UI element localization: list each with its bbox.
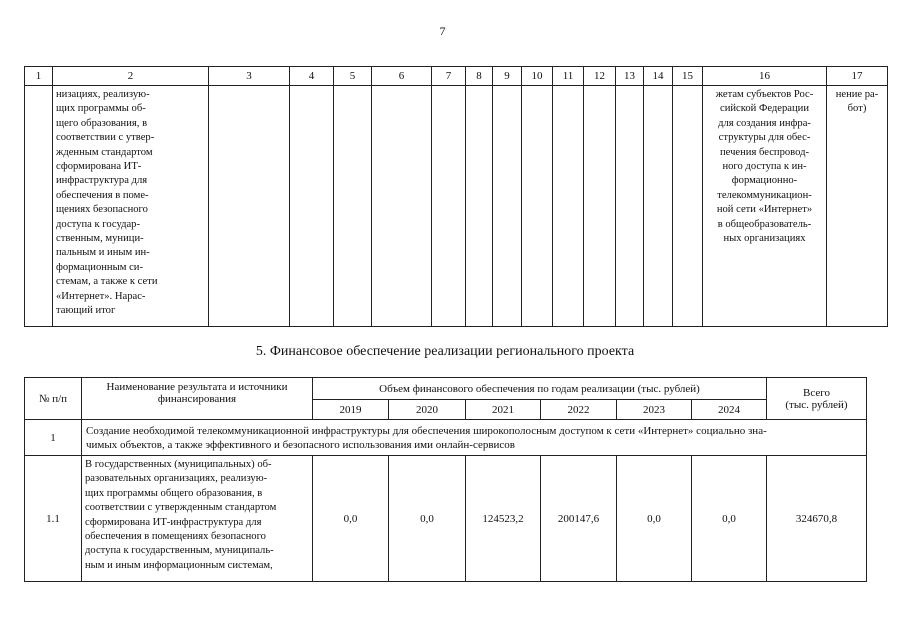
work-status-text: [827, 86, 887, 119]
text-line: щениях безопасного: [56, 204, 148, 216]
page-number: 7: [439, 24, 446, 38]
text-line: «Интернет». Нарас-: [56, 290, 146, 302]
text-line: доступа к государственным, муниципаль-: [85, 545, 274, 557]
text-line: жетам субъектов Рос-: [715, 89, 814, 100]
row-description-text: [85, 458, 309, 573]
empty-cell: [522, 86, 553, 327]
text-line: сформирована ИТ-: [56, 161, 142, 173]
text-line: обеспечения в поме-: [56, 189, 149, 201]
year-header: 2023: [617, 400, 692, 420]
year-header: 2021: [466, 400, 541, 420]
result-description-text: [53, 86, 208, 321]
section-text-line1: Создание необходимой телекоммуникационной инфраструктуры для обеспечения широкополосным доступом к сети «Интернет» социально зна-: [86, 424, 767, 437]
section-title: 5. Финансовое обеспечение реализации регионального проекта: [255, 344, 635, 359]
value-2019: 0,0: [313, 456, 389, 582]
column-number: 17: [827, 67, 888, 86]
text-line: в общеобразователь-: [717, 218, 812, 230]
continuation-row: [25, 86, 888, 327]
text-line: низациях, реализую-: [56, 89, 150, 100]
text-line: обеспечения в помещениях безопасного: [85, 531, 266, 543]
text-line: доступа к государ-: [56, 218, 141, 230]
row-description-cell: [82, 456, 313, 582]
column-number: 2: [53, 67, 209, 86]
column-number: 3: [209, 67, 290, 86]
text-line: щего образования, в: [56, 117, 148, 129]
text-line: В государственных (муниципальных) об-: [85, 459, 272, 470]
text-line: формационным си-: [56, 261, 143, 273]
empty-cell: [334, 86, 372, 327]
section-text-line2: чимых объектов, а также эффективного и безопасного использования ими онлайн-сервисов: [86, 438, 516, 451]
empty-cell: [553, 86, 584, 327]
header-row: [25, 378, 867, 400]
column-number: 7: [432, 67, 466, 86]
value-2020: 0,0: [389, 456, 466, 582]
column-number: 4: [290, 67, 334, 86]
text-line: стемам, а также к сети: [56, 276, 158, 288]
text-line: бот): [847, 103, 867, 115]
column-number: 8: [466, 67, 493, 86]
text-line: для создания инфра-: [718, 117, 811, 129]
empty-cell: [372, 86, 432, 327]
header-total: [767, 378, 867, 420]
value-total: 324670,8: [767, 456, 867, 582]
text-line: щих программы общего образования, в: [85, 487, 263, 499]
column-number: 1: [25, 67, 53, 86]
text-line: пальным и иным ин-: [56, 247, 150, 259]
text-line: щих программы об-: [56, 103, 146, 115]
empty-cell: [466, 86, 493, 327]
column-number: 9: [493, 67, 522, 86]
text-line: ных организациях: [723, 233, 806, 245]
column-number: 10: [522, 67, 553, 86]
text-line: ным и иным информационным системам,: [85, 559, 273, 571]
table-row: [25, 456, 867, 582]
column-number: 6: [372, 67, 432, 86]
continuation-table: [24, 66, 888, 327]
year-header: 2019: [313, 400, 389, 420]
year-header: 2020: [389, 400, 466, 420]
text-line: жденным стандартом: [56, 146, 153, 158]
header-financing-volume: Объем финансового обеспечения по годам реализации (тыс. рублей): [313, 378, 767, 400]
year-header: 2022: [541, 400, 617, 420]
text-line: инфраструктура для: [56, 175, 148, 187]
column-number-row: [25, 67, 888, 86]
value-2024: 0,0: [692, 456, 767, 582]
text-line: соответствии с утвержденным стандартом: [85, 502, 277, 514]
column-number: 15: [673, 67, 703, 86]
section-number: 1: [25, 420, 82, 456]
column-number: 13: [616, 67, 644, 86]
text-line: ственным, муници-: [56, 233, 144, 245]
column-number: 14: [644, 67, 673, 86]
text-line: формационно-: [731, 175, 798, 187]
empty-cell: [209, 86, 290, 327]
header-number: № п/п: [25, 378, 82, 420]
text-line: сийской Федерации: [720, 103, 809, 115]
empty-cell: [290, 86, 334, 327]
section-text: [82, 420, 867, 456]
subsidy-description-cell: [703, 86, 827, 327]
header-total-line1: Всего: [803, 386, 830, 399]
value-2021: 124523,2: [466, 456, 541, 582]
year-header: 2024: [692, 400, 767, 420]
text-line: ного доступа к ин-: [722, 161, 807, 173]
empty-cell: [432, 86, 466, 327]
text-line: структуры для обес-: [718, 132, 811, 144]
result-description-cell: [53, 86, 209, 327]
column-number: 12: [584, 67, 616, 86]
section-row: [25, 420, 867, 456]
text-line: разовательных организациях, реализую-: [85, 473, 268, 485]
column-number: 11: [553, 67, 584, 86]
empty-cell: [584, 86, 616, 327]
text-line: сформирована ИТ-инфраструктура для: [85, 516, 262, 528]
header-result-name: Наименование результата и источники финансирования: [82, 378, 313, 420]
financing-table: [24, 377, 867, 582]
text-line: ной сети «Интернет»: [716, 204, 813, 216]
column-number: 16: [703, 67, 827, 86]
text-line: соответствии с утвер-: [56, 132, 155, 144]
text-line: тающий итог: [56, 305, 116, 317]
empty-cell: [616, 86, 644, 327]
empty-cell: [25, 86, 53, 327]
subsidy-description-text: [703, 86, 826, 248]
empty-cell: [493, 86, 522, 327]
value-2022: 200147,6: [541, 456, 617, 582]
header-total-line2: (тыс. рублей): [785, 398, 848, 411]
text-line: нение ра-: [835, 89, 879, 100]
column-number: 5: [334, 67, 372, 86]
text-line: печения беспровод-: [719, 146, 810, 158]
work-status-cell: [827, 86, 888, 327]
text-line: телекоммуникацион-: [717, 189, 812, 201]
value-2023: 0,0: [617, 456, 692, 582]
row-number: 1.1: [25, 456, 82, 582]
empty-cell: [644, 86, 673, 327]
empty-cell: [673, 86, 703, 327]
